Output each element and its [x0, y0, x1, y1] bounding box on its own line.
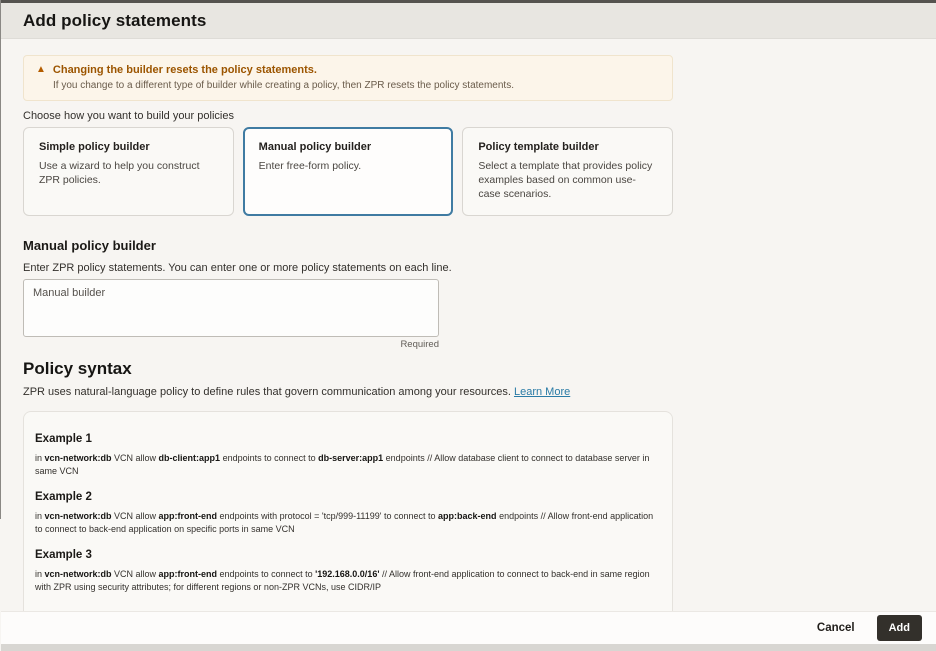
- window-bottom-edge: [1, 644, 936, 651]
- example-body: in vcn-network:db VCN allow db-client:app1 endpoints to connect to db-server:app1 endpoints // Allow database client to connect to database server in same VCN: [35, 452, 650, 476]
- required-label: Required: [400, 338, 439, 350]
- card-description: Select a template that provides policy examples based on common use-case scenarios.: [478, 160, 653, 201]
- examples-list: [35, 433, 658, 594]
- example-title: Example 1: [35, 432, 92, 445]
- page-title: Add policy statements: [23, 10, 207, 30]
- manual-builder-heading: Manual policy builder: [23, 237, 156, 253]
- example-body: in vcn-network:db VCN allow app:front-end endpoints with protocol = 'tcp/999-11199' to connect to app:back-end endpoints // Allow front-end application to connect to back-end application on specific ports in same VCN: [35, 510, 654, 534]
- policy-examples-panel: [23, 411, 673, 611]
- add-button[interactable]: Add: [877, 615, 922, 641]
- builder-chooser-label: Choose how you want to build your policies: [23, 110, 234, 122]
- example-title: Example 2: [35, 490, 92, 503]
- card-simple-policy-builder[interactable]: [23, 127, 234, 216]
- builder-cards: [23, 127, 673, 216]
- builder-reset-warning: [23, 55, 673, 101]
- warning-triangle-icon: ▲: [36, 64, 46, 75]
- policy-syntax-heading: Policy syntax: [23, 358, 132, 378]
- card-title: Policy template builder: [478, 141, 599, 153]
- card-description: Enter free-form policy.: [258, 160, 362, 172]
- policy-syntax-description: [23, 386, 936, 398]
- card-manual-policy-builder[interactable]: [243, 127, 454, 216]
- example-body: in vcn-network:db VCN allow app:front-end endpoints to connect to '192.168.0.0/16' // Allow front-end application to connect to back-end in same region with ZPR using security attributes; for different regions or non-ZPR VCNs, use CIDR/IP: [35, 568, 650, 592]
- policy-statements-textarea[interactable]: [23, 279, 439, 337]
- warning-body: If you change to a different type of builder while creating a policy, then ZPR resets the policy statements.: [53, 80, 514, 91]
- policy-syntax-description-text: ZPR uses natural-language policy to define rules that govern communication among your resources.: [23, 385, 514, 398]
- card-policy-template-builder[interactable]: [462, 127, 673, 216]
- card-title: Simple policy builder: [39, 141, 150, 153]
- manual-builder-instruction: Enter ZPR policy statements. You can enter one or more policy statements on each line.: [23, 261, 452, 274]
- example-title: Example 3: [35, 548, 92, 561]
- learn-more-link[interactable]: Learn More: [513, 385, 571, 398]
- dialog-content: [1, 39, 936, 611]
- dialog-footer: [1, 611, 936, 644]
- dialog-header: [1, 3, 936, 39]
- card-description: Use a wizard to help you construct ZPR policies.: [39, 160, 200, 187]
- card-title: Manual policy builder: [258, 141, 372, 153]
- cancel-button[interactable]: Cancel: [816, 621, 855, 634]
- warning-title: Changing the builder resets the policy statements.: [52, 64, 317, 76]
